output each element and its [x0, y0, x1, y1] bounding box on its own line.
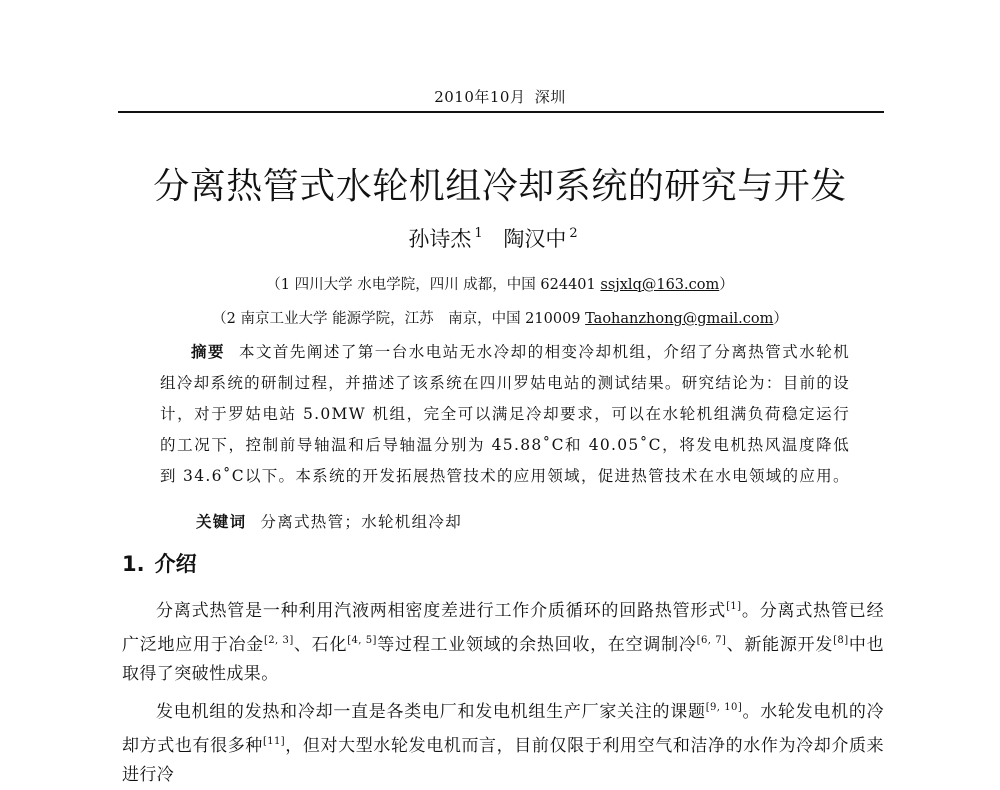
author-affil-mark: 1 [474, 226, 483, 241]
author-affil-mark: 2 [569, 226, 578, 241]
body-text-run: 、石化 [293, 635, 348, 655]
body-text [122, 592, 884, 790]
affiliation-close: ） [773, 311, 788, 327]
section-heading [122, 548, 207, 578]
affiliation-text: （2 南京工业大学 能源学院，江苏 南京，中国 210009 [212, 311, 586, 327]
author-name: 陶汉中 [503, 227, 567, 251]
body-text-run: 发电机组的发热和冷却一直是各类电厂和发电机组生产厂家关注的课题 [156, 702, 706, 722]
author-name: 孙诗杰 [408, 227, 472, 251]
email-link[interactable]: ssjxlq@163.com [600, 277, 720, 293]
body-text-run: ，但对大型水轮发电机而言，目前仅限于利用空气和洁净的水作为冷却介质来进行冷 [122, 736, 885, 785]
paper-title: 分离热管式水轮机组冷却系统的研究与开发 [153, 166, 847, 207]
abstract-label: 摘要 [191, 343, 225, 361]
email-link[interactable]: Taohanzhong@gmail.com [585, 311, 774, 327]
affiliation-text: （1 四川大学 水电学院，四川 成都，中国 624401 [266, 277, 601, 293]
body-text-run: 等过程工业领域的余热回收，在空调制冷 [376, 635, 697, 655]
header-city: 深圳 [534, 88, 566, 106]
affiliation-2 [0, 307, 1000, 328]
citation-ref: [9, 10] [705, 702, 743, 713]
body-text-run: 。分离式热管已经广泛地应用于冶金 [122, 601, 884, 655]
citation-ref: [11] [262, 736, 286, 747]
body-paragraph [122, 592, 884, 689]
header-rule [118, 111, 884, 113]
affiliation-1 [0, 273, 1000, 294]
section-title: 介绍 [154, 552, 197, 576]
citation-ref: [6, 7] [696, 635, 727, 646]
abstract-text: 本文首先阐述了第一台水电站无水冷却的相变冷却机组，介绍了分离热管式水轮机组冷却系统的研制过程，并描述了该系统在四川罗姑电站的测试结果。研究结论为：目前的设计，对于罗姑电站 5.0MW 机组，完全可以满足冷却要求，可以在水轮机组满负荷稳定运行的工况下，控制前导轴温和后导轴温分别为 45.88˚C和 40.05˚C，将发电机热风温度降低到 34.6˚C以下。本系统的开发拓展热管技术的应用领域，促进热管技术在水电领域的应用。 [160, 343, 850, 485]
citation-ref: [4, 5] [347, 635, 377, 646]
body-paragraph [122, 693, 884, 790]
keywords [196, 510, 462, 532]
author-list [0, 223, 1000, 253]
keywords-label: 关键词 [196, 513, 247, 531]
body-text-run: 分离式热管是一种利用汽液两相密度差进行工作介质循环的回路热管形式 [156, 601, 727, 621]
body-text-run: 、新能源开发 [726, 635, 834, 655]
header-date: 2010年10月 [434, 88, 526, 106]
running-header [0, 86, 1000, 107]
section-number: 1. [122, 552, 145, 576]
citation-ref: [1] [726, 601, 742, 612]
keywords-text: 分离式热管；水轮机组冷却 [260, 513, 463, 531]
affiliation-close: ） [719, 277, 734, 293]
body-text-run: 中也取得了突破性成果。 [122, 635, 884, 684]
abstract [160, 337, 850, 492]
body-text-run: 。水轮发电机的冷却方式也有很多种 [122, 702, 884, 756]
citation-ref: [2, 3] [263, 635, 294, 646]
citation-ref: [8] [833, 635, 849, 646]
